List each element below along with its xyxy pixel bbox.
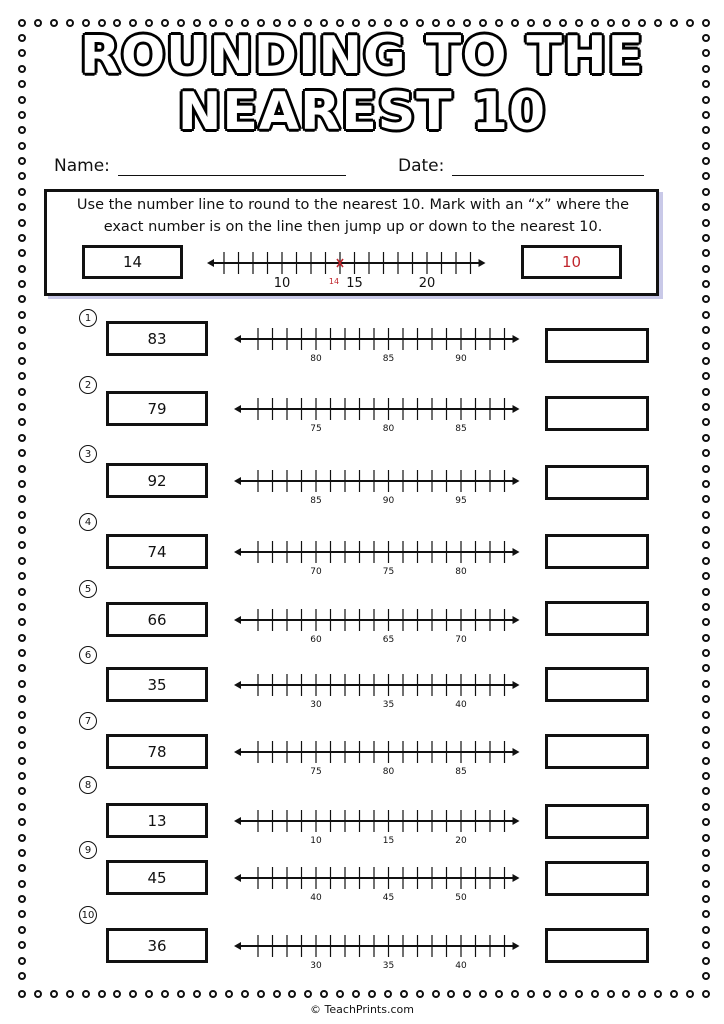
tick-label: 90 [382,496,395,506]
tick-label: 60 [310,635,322,645]
name-input-line[interactable] [118,157,346,176]
border-dot [702,634,710,642]
answer-box[interactable] [545,328,649,363]
problem-number-circle: 5 [79,580,97,598]
border-dot [18,772,26,780]
border-dot [304,990,312,998]
border-dot [18,803,26,811]
border-dot [702,957,710,965]
border-dot [241,990,249,998]
border-dot [702,311,710,319]
border-dot [622,990,630,998]
border-dot [702,990,710,998]
border-dot [113,990,121,998]
border-dot [18,787,26,795]
problem-number: 92 [147,471,167,490]
tick-label: 30 [310,961,322,971]
tick-label: 30 [310,700,322,710]
answer-box[interactable] [545,861,649,896]
problem-number-box [106,803,208,838]
border-dot [607,990,615,998]
border-dot [18,649,26,657]
border-dot [702,495,710,503]
border-dot [18,495,26,503]
tick-label: 20 [418,276,436,290]
border-dot [225,990,233,998]
border-dot [193,990,201,998]
border-dot [18,342,26,350]
problem-number-circle: 10 [79,906,97,924]
problem-number-circle: 9 [79,841,97,859]
border-dot [209,990,217,998]
border-dot [702,449,710,457]
tick-label: 15 [382,836,395,846]
border-dot [18,357,26,365]
border-dot [161,990,169,998]
answer-box[interactable] [545,667,649,702]
number-line[interactable] [232,539,522,581]
problem-number: 74 [147,542,167,561]
border-dot [702,203,710,211]
border-dot [702,895,710,903]
date-input-line[interactable] [452,157,644,176]
problem-number-box [106,391,208,426]
border-dot [257,990,265,998]
border-dot [18,434,26,442]
name-label: Name: [54,156,110,176]
border-dot [18,757,26,765]
border-dot [702,280,710,288]
mark-label: 14 [328,277,340,286]
border-dot [18,526,26,534]
number-line[interactable] [232,672,522,714]
border-dot [18,634,26,642]
tick-label: 80 [382,424,395,434]
border-dot [384,990,392,998]
tick-label: 50 [455,893,467,903]
tick-label: 35 [382,700,395,710]
border-dot [18,910,26,918]
border-dot [702,172,710,180]
number-line[interactable] [232,933,522,975]
dotted-border-bottom [18,990,710,998]
date-label: Date: [398,156,445,176]
border-dot [177,990,185,998]
border-dot [18,990,26,998]
tick-label: 65 [382,635,395,645]
border-dot [702,941,710,949]
border-dot [18,157,26,165]
tick-label: 85 [382,354,395,364]
border-dot [18,19,26,27]
border-dot [18,295,26,303]
border-dot [702,787,710,795]
border-dot [18,557,26,565]
problem-number-box [106,860,208,895]
border-dot [527,990,535,998]
border-dot [559,990,567,998]
border-dot [702,541,710,549]
border-dot [18,449,26,457]
border-dot [18,741,26,749]
number-line[interactable] [232,396,522,438]
border-dot [702,388,710,396]
border-dot [18,219,26,227]
example-number-box [82,245,183,279]
border-dot [702,664,710,672]
border-dot [543,990,551,998]
problem-number: 78 [147,742,167,761]
example-answer: 10 [561,253,582,271]
border-dot [18,711,26,719]
tick-label: 85 [455,424,467,434]
border-dot [702,19,710,27]
border-dot [479,990,487,998]
border-dot [18,957,26,965]
number-line[interactable] [232,326,522,368]
border-dot [591,990,599,998]
border-dot [336,990,344,998]
date-field [398,156,644,176]
problem-number-box [106,534,208,569]
answer-box[interactable] [545,534,649,569]
border-dot [702,726,710,734]
border-dot [18,834,26,842]
border-dot [18,249,26,257]
border-dot [702,649,710,657]
tick-label: 90 [455,354,467,364]
tick-label: 75 [310,767,322,777]
tick-label: 20 [455,836,467,846]
tick-label: 80 [310,354,322,364]
border-dot [702,772,710,780]
border-dot [702,849,710,857]
border-dot [702,741,710,749]
border-dot [702,926,710,934]
number-line[interactable] [232,468,522,510]
tick-label: 10 [273,276,291,290]
border-dot [18,372,26,380]
border-dot [18,972,26,980]
border-dot [702,342,710,350]
problem-number-circle: 2 [79,376,97,394]
border-dot [18,572,26,580]
border-dot [702,880,710,888]
copyright-footer: © TeachPrints.com [310,1003,414,1016]
problem-number: 66 [147,610,167,629]
border-dot [702,234,710,242]
border-dot [18,172,26,180]
answer-box[interactable] [545,396,649,431]
answer-box[interactable] [545,465,649,500]
border-dot [702,326,710,334]
dotted-border-left [18,34,26,980]
answer-box[interactable] [545,601,649,636]
border-dot [654,19,662,27]
border-dot [702,695,710,703]
border-dot [702,526,710,534]
problem-number-circle: 1 [79,309,97,327]
border-dot [368,990,376,998]
tick-label: 10 [310,836,322,846]
border-dot [702,818,710,826]
tick-label: 85 [310,496,322,506]
problem-number: 36 [147,936,167,955]
answer-box[interactable] [545,804,649,839]
border-dot [702,265,710,273]
border-dot [18,895,26,903]
tick-label: 35 [382,961,395,971]
border-dot [320,990,328,998]
border-dot [18,603,26,611]
problem-number: 83 [147,329,167,348]
problem-number-circle: 4 [79,513,97,531]
border-dot [702,249,710,257]
border-dot [66,19,74,27]
border-dot [670,990,678,998]
border-dot [18,418,26,426]
border-dot [18,849,26,857]
tick-label: 85 [455,767,467,777]
tick-label: 45 [382,893,395,903]
problem-number-circle: 3 [79,445,97,463]
border-dot [18,588,26,596]
border-dot [400,990,408,998]
border-dot [702,219,710,227]
border-dot [702,480,710,488]
border-dot [702,803,710,811]
tick-label: 95 [455,496,467,506]
problem-number-box [106,602,208,637]
tick-label: 75 [310,424,322,434]
border-dot [50,19,58,27]
border-dot [129,990,137,998]
problem-number-box [106,463,208,498]
border-dot [702,418,710,426]
example-answer-box [521,245,622,279]
problem-number-box [106,734,208,769]
border-dot [495,990,503,998]
border-dot [18,695,26,703]
border-dot [702,618,710,626]
problem-number: 79 [147,399,167,418]
border-dot [702,588,710,596]
name-field [54,156,346,176]
tick-label: 80 [382,767,395,777]
number-line[interactable] [232,808,522,850]
answer-box[interactable] [545,734,649,769]
tick-label: 40 [455,700,467,710]
border-dot [50,990,58,998]
tick-label: 80 [455,567,467,577]
example-number: 14 [122,253,143,271]
border-dot [18,480,26,488]
border-dot [702,757,710,765]
border-dot [18,511,26,519]
border-dot [702,711,710,719]
border-dot [702,910,710,918]
problem-number: 45 [147,868,167,887]
border-dot [702,142,710,150]
title-line-2: NEAREST 10 [177,82,547,142]
border-dot [18,326,26,334]
border-dot [98,990,106,998]
border-dot [702,188,710,196]
tick-label: 15 [346,276,363,290]
border-dot [18,388,26,396]
problem-number-circle: 7 [79,712,97,730]
border-dot [702,434,710,442]
border-dot [702,864,710,872]
problem-number: 35 [147,675,167,694]
number-line[interactable] [232,607,522,649]
border-dot [702,603,710,611]
problem-number: 13 [147,811,167,830]
border-dot [702,834,710,842]
border-dot [18,926,26,934]
problem-number-box [106,667,208,702]
border-dot [432,990,440,998]
border-dot [686,19,694,27]
border-dot [702,295,710,303]
example-number-line [205,248,495,290]
border-dot [18,142,26,150]
number-line[interactable] [232,739,522,781]
dotted-border-right [702,34,710,980]
border-dot [18,941,26,949]
border-dot [18,680,26,688]
border-dot [18,864,26,872]
border-dot [638,990,646,998]
title-line-1: ROUNDING TO THE [79,26,645,86]
worksheet-title [0,28,724,140]
border-dot [670,19,678,27]
border-dot [18,664,26,672]
problem-number-box [106,321,208,356]
border-dot [34,990,42,998]
border-dot [18,311,26,319]
problem-number-circle: 6 [79,646,97,664]
number-line[interactable] [232,865,522,907]
border-dot [18,465,26,473]
border-dot [702,157,710,165]
problem-number-box [106,928,208,963]
border-dot [654,990,662,998]
border-dot [273,990,281,998]
border-dot [18,188,26,196]
border-dot [18,280,26,288]
tick-label: 75 [382,567,395,577]
border-dot [352,990,360,998]
border-dot [702,572,710,580]
problem-number-circle: 8 [79,776,97,794]
border-dot [463,990,471,998]
border-dot [145,990,153,998]
border-dot [702,357,710,365]
border-dot [511,990,519,998]
border-dot [702,972,710,980]
border-dot [702,403,710,411]
border-dot [18,541,26,549]
border-dot [702,372,710,380]
border-dot [18,618,26,626]
tick-label: 70 [455,635,467,645]
border-dot [702,557,710,565]
border-dot [18,818,26,826]
border-dot [18,265,26,273]
border-dot [288,990,296,998]
border-dot [702,680,710,688]
answer-box[interactable] [545,928,649,963]
border-dot [66,990,74,998]
border-dot [82,990,90,998]
border-dot [18,234,26,242]
border-dot [416,990,424,998]
border-dot [18,726,26,734]
border-dot [702,465,710,473]
border-dot [34,19,42,27]
instructions-text: Use the number line to round to the nearest 10. Mark with an “x” where the exact number is on the line then jump up or down to the nearest 10. [76,197,630,235]
tick-label: 70 [310,567,322,577]
tick-label: 40 [310,893,322,903]
border-dot [18,403,26,411]
border-dot [18,203,26,211]
border-dot [18,880,26,888]
border-dot [702,511,710,519]
border-dot [686,990,694,998]
border-dot [447,990,455,998]
border-dot [575,990,583,998]
tick-label: 40 [455,961,467,971]
